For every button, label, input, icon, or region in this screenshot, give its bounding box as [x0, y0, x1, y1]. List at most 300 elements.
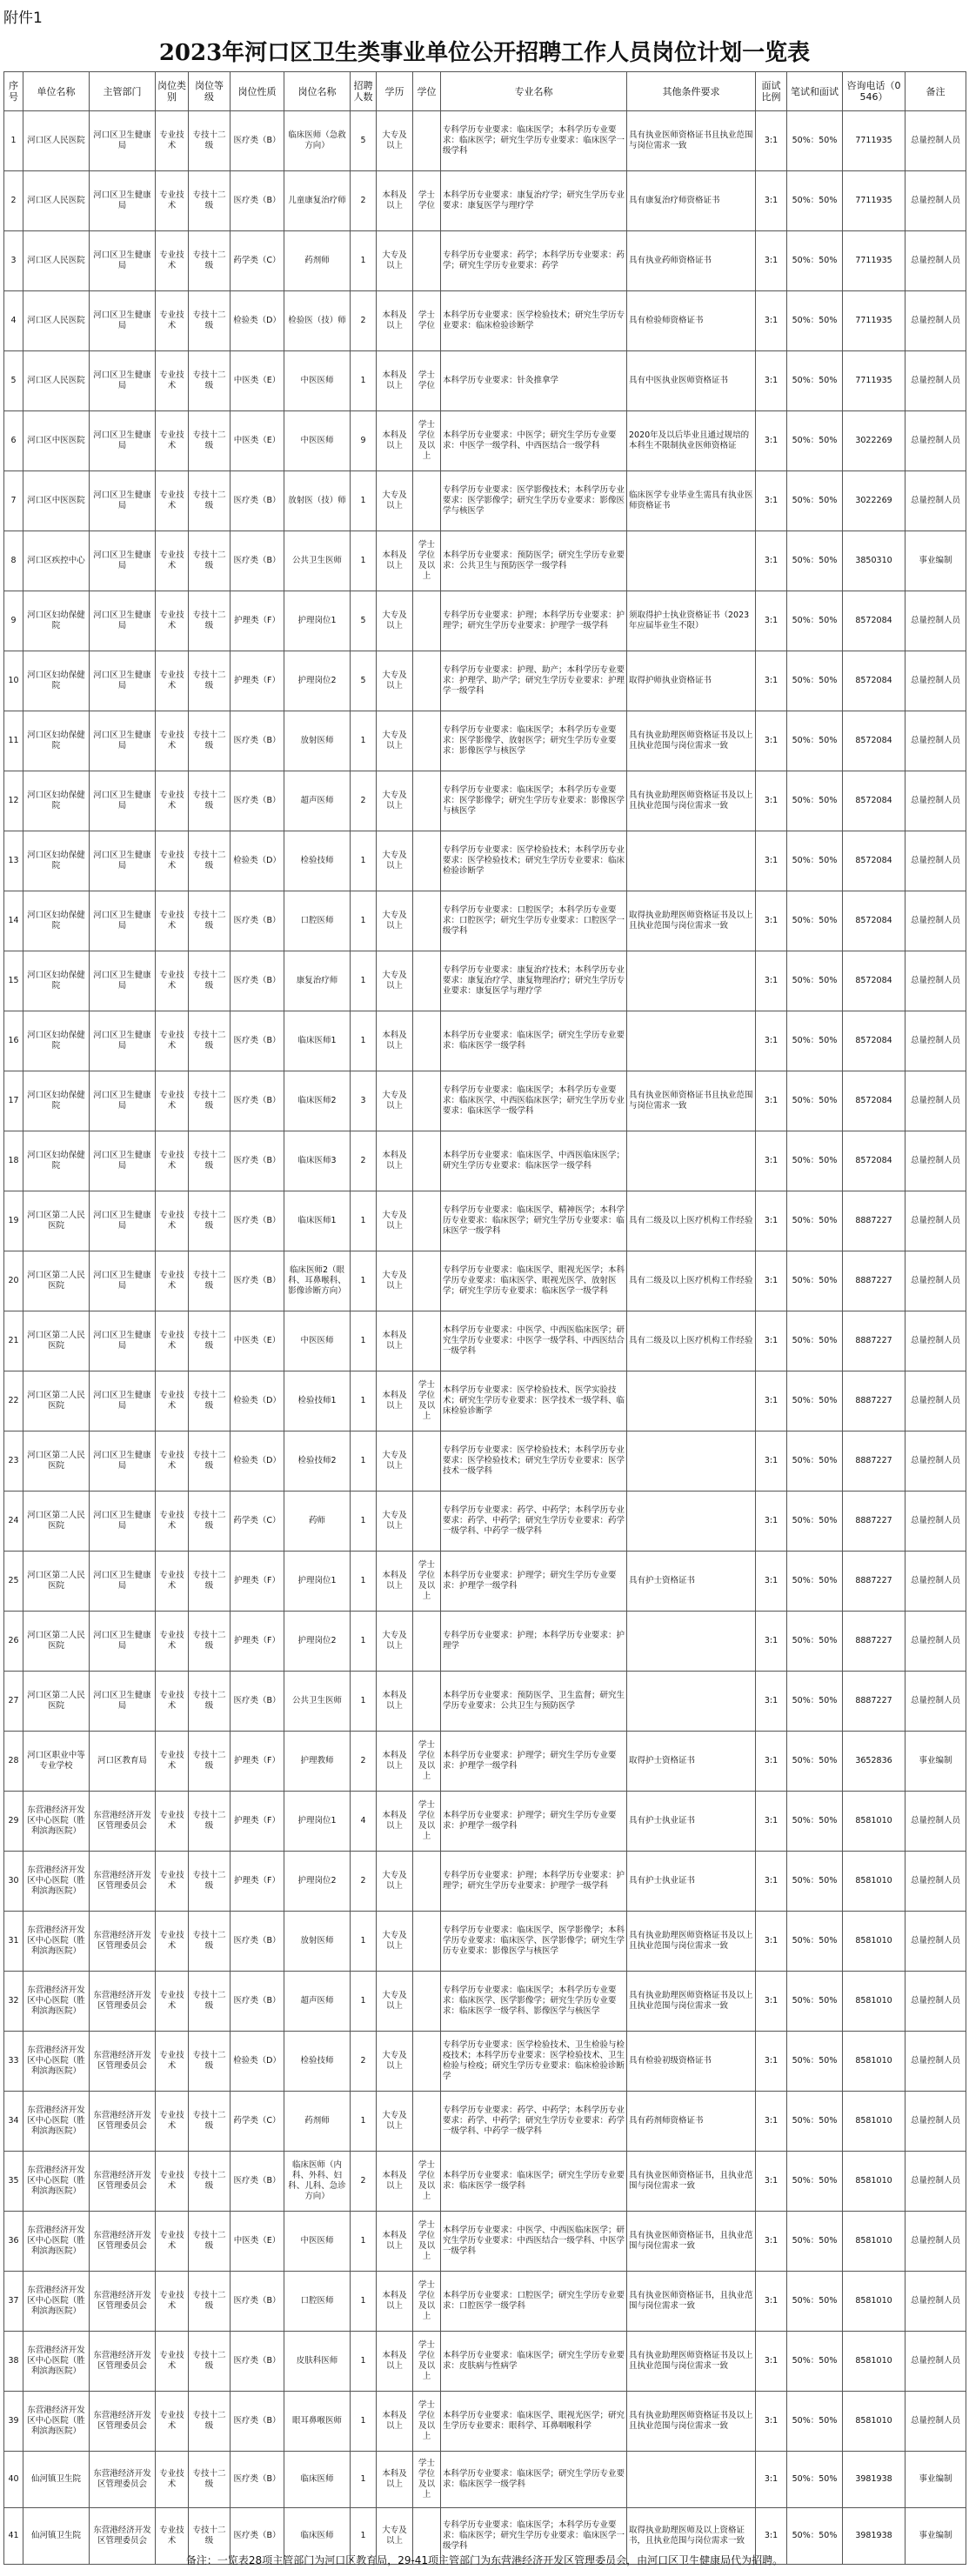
table-cell: 总量控制人员: [906, 111, 966, 171]
table-cell: 3: [351, 1071, 377, 1131]
table-cell: 河口区第二人民医院: [23, 1191, 90, 1251]
table-cell: 19: [4, 1191, 23, 1251]
table-cell: 专业技术: [156, 291, 189, 351]
table-cell: 专技十二级: [189, 1251, 231, 1311]
table-cell: 总量控制人员: [906, 2212, 966, 2272]
table-cell: 专技十二级: [189, 1071, 231, 1131]
table-cell: 护理岗位2: [284, 651, 351, 711]
table-cell: 3981938: [843, 2452, 906, 2508]
column-header: 岗位性质: [231, 72, 284, 111]
column-header: 学历: [377, 72, 413, 111]
table-cell: 总量控制人员: [906, 651, 966, 711]
table-cell: 大专及以上: [377, 111, 413, 171]
table-cell: 专科学历专业要求：护理、助产；本科学历专业要求：护理学、助产学；研究生学历专业要求：护理学一级学科: [441, 651, 627, 711]
table-cell: 专业技术: [156, 1191, 189, 1251]
table-cell: 50%：50%: [787, 2212, 843, 2272]
table-cell: 专科学历专业要求：医学检验技术；本科学历专业要求：医学检验技术；研究生学历专业要求：临床检验诊断学: [441, 831, 627, 891]
table-cell: 3:1: [756, 1071, 787, 1131]
table-cell: 专科学历专业要求：医学检验技术、卫生检验与检疫技术；本科学历专业要求：医学检验技术、卫生检验与检疫；研究生学历专业要求：临床检验诊断学: [441, 2032, 627, 2092]
table-cell: 8887227: [843, 1552, 906, 1612]
table-cell: 检验类（D）: [231, 1371, 284, 1431]
table-cell: 专科学历专业要求：康复治疗技术；本科学历专业要求：康复治疗学、康复物理治疗；研究生学历专业要求：康复医学与理疗学: [441, 951, 627, 1011]
table-cell: 本科学历专业要求：预防医学；研究生学历专业要求：公共卫生与预防医学一级学科: [441, 531, 627, 591]
table-row: [4, 1011, 966, 1071]
table-cell: 本科学历专业要求：医学检验技术、医学实验技术；研究生学历专业要求：医学技术一级学科、临床检验诊断学: [441, 1371, 627, 1431]
table-cell: 东营港经济开发区管理委员会: [90, 1912, 156, 1972]
table-cell: 护理岗位1: [284, 1552, 351, 1612]
table-cell: 5: [4, 351, 23, 411]
table-cell: 3652836: [843, 1732, 906, 1792]
table-cell: 专技十二级: [189, 351, 231, 411]
table-cell: 专技十二级: [189, 891, 231, 951]
table-cell: 事业编制: [906, 1732, 966, 1792]
table-cell: 本科及以上: [377, 1311, 413, 1371]
table-cell: 大专及以上: [377, 2508, 413, 2565]
table-cell: 13: [4, 831, 23, 891]
column-header: 备注: [906, 72, 966, 111]
table-cell: 学士学位及以上: [413, 2392, 441, 2452]
table-cell: 4: [351, 1792, 377, 1852]
table-cell: 河口区卫生健康局: [90, 591, 156, 651]
table-cell: 3:1: [756, 771, 787, 831]
table-cell: 8572084: [843, 771, 906, 831]
table-cell: 河口区卫生健康局: [90, 531, 156, 591]
table-cell: 20: [4, 1251, 23, 1311]
table-cell: 1: [351, 351, 377, 411]
table-cell: 1: [351, 2272, 377, 2332]
table-cell: 总量控制人员: [906, 1552, 966, 1612]
table-cell: 3:1: [756, 951, 787, 1011]
table-cell: 专技十二级: [189, 1191, 231, 1251]
table-cell: [413, 651, 441, 711]
table-cell: 中医医师: [284, 1311, 351, 1371]
table-cell: 东营港经济开发区管理委员会: [90, 2452, 156, 2508]
table-cell: 医疗类（B）: [231, 1251, 284, 1311]
table-cell: 河口区第二人民医院: [23, 1371, 90, 1431]
table-cell: 专业技术: [156, 951, 189, 1011]
table-cell: 50%：50%: [787, 1492, 843, 1552]
table-cell: 50%：50%: [787, 1972, 843, 2032]
table-cell: 专科学历专业要求：临床医学、眼视光医学；本科学历专业要求：临床医学、眼视光医学、放射医学；研究生学历专业要求：临床医学一级学科: [441, 1251, 627, 1311]
table-cell: 专科学历专业要求：临床医学；本科学历专业要求：临床医学；研究生学历专业要求：临床医学一级学科: [441, 2508, 627, 2565]
table-cell: 河口区人民医院: [23, 231, 90, 291]
table-cell: 专科学历专业要求：临床医学；本科学历专业要求：医学影像学、放射医学；研究生学历专业要求：影像医学与核医学: [441, 711, 627, 771]
table-cell: 7: [4, 471, 23, 531]
table-cell: 1: [351, 2392, 377, 2452]
table-cell: 具有执业医师资格证书且执业范围与岗位需求一致: [627, 111, 756, 171]
table-row: [4, 1371, 966, 1431]
table-row: [4, 1612, 966, 1672]
table-cell: 学士学位及以上: [413, 1552, 441, 1612]
table-cell: 河口区妇幼保健院: [23, 771, 90, 831]
table-cell: 医疗类（B）: [231, 2272, 284, 2332]
table-cell: 检验类（D）: [231, 831, 284, 891]
table-cell: 具有二级及以上医疗机构工作经验: [627, 1251, 756, 1311]
table-cell: [627, 1612, 756, 1672]
table-cell: 医疗类（B）: [231, 2508, 284, 2565]
table-cell: 50%：50%: [787, 2032, 843, 2092]
table-cell: 东营港经济开发区中心医院（胜利滨海医院）: [23, 1792, 90, 1852]
column-header: 学位: [413, 72, 441, 111]
table-cell: 大专及以上: [377, 1972, 413, 2032]
table-cell: [413, 1612, 441, 1672]
table-cell: 50%：50%: [787, 1792, 843, 1852]
table-cell: 中医医师: [284, 351, 351, 411]
table-cell: [413, 951, 441, 1011]
table-row: [4, 531, 966, 591]
table-cell: 50%：50%: [787, 1552, 843, 1612]
table-cell: 50%：50%: [787, 1191, 843, 1251]
table-row: [4, 651, 966, 711]
table-cell: 专业技术: [156, 771, 189, 831]
table-cell: 1: [351, 1251, 377, 1311]
table-cell: 专技十二级: [189, 1912, 231, 1972]
table-cell: 具有药剂师资格证书: [627, 2092, 756, 2152]
table-cell: 具有二级及以上医疗机构工作经验: [627, 1311, 756, 1371]
table-cell: 31: [4, 1912, 23, 1972]
table-cell: 河口区卫生健康局: [90, 231, 156, 291]
table-cell: 8887227: [843, 1191, 906, 1251]
table-cell: 3:1: [756, 1852, 787, 1912]
table-cell: 本科学历专业要求：中医学、中西医临床医学；研究生学历专业要求：中西医结合一级学科、中医学一级学科: [441, 2212, 627, 2272]
table-cell: 专业技术: [156, 2452, 189, 2508]
table-cell: [627, 951, 756, 1011]
table-cell: 本科学历专业要求：临床医学；研究生学历专业要求：临床医学一级学科: [441, 1011, 627, 1071]
table-cell: 大专及以上: [377, 471, 413, 531]
positions-table: [3, 71, 966, 2565]
table-cell: 专业技术: [156, 1912, 189, 1972]
table-row: [4, 711, 966, 771]
table-cell: 9: [351, 411, 377, 471]
table-cell: 专业技术: [156, 1251, 189, 1311]
column-header: 岗位名称: [284, 72, 351, 111]
table-cell: 专科学历专业要求：临床医学；本科学历专业要求：临床医学、医学影像学；研究生学历专业要求：临床医学一级学科、影像医学与核医学: [441, 1972, 627, 2032]
table-cell: 3:1: [756, 2452, 787, 2508]
table-row: [4, 2392, 966, 2452]
table-cell: 河口区卫生健康局: [90, 1131, 156, 1191]
table-cell: 8887227: [843, 1492, 906, 1552]
table-cell: 护理岗位2: [284, 1852, 351, 1912]
table-cell: 专业技术: [156, 591, 189, 651]
table-cell: 8581010: [843, 2272, 906, 2332]
table-cell: 具有执业医师资格证书且执业范围与岗位需求一致: [627, 1071, 756, 1131]
table-cell: 3:1: [756, 1612, 787, 1672]
table-cell: 具有执业医师资格证书，且执业范围与岗位需求一致: [627, 2212, 756, 2272]
table-cell: [627, 1371, 756, 1431]
table-cell: 河口区妇幼保健院: [23, 651, 90, 711]
table-cell: 具有护士执业证书: [627, 1852, 756, 1912]
table-cell: 2020年及以后毕业且通过规培的本科生不限制执业医师资格证: [627, 411, 756, 471]
table-cell: 学士学位及以上: [413, 1371, 441, 1431]
table-cell: 河口区人民医院: [23, 171, 90, 231]
table-cell: 2: [351, 2032, 377, 2092]
table-cell: 超声医师: [284, 1972, 351, 2032]
table-cell: 河口区第二人民医院: [23, 1251, 90, 1311]
table-cell: 1: [351, 711, 377, 771]
column-header: 单位名称: [23, 72, 90, 111]
table-cell: 3:1: [756, 531, 787, 591]
table-cell: 护理类（F）: [231, 651, 284, 711]
table-cell: 40: [4, 2452, 23, 2508]
table-cell: [413, 1071, 441, 1131]
table-cell: 1: [351, 1972, 377, 2032]
table-cell: 总量控制人员: [906, 1191, 966, 1251]
table-cell: 专技十二级: [189, 951, 231, 1011]
table-cell: 具有执业药师资格证书: [627, 231, 756, 291]
table-cell: 河口区妇幼保健院: [23, 891, 90, 951]
table-cell: 专业技术: [156, 1552, 189, 1612]
table-cell: 超声医师: [284, 771, 351, 831]
table-cell: 药学类（C）: [231, 2092, 284, 2152]
table-cell: 3:1: [756, 711, 787, 771]
column-header: 笔试和面试: [787, 72, 843, 111]
table-cell: 河口区卫生健康局: [90, 411, 156, 471]
table-cell: 河口区卫生健康局: [90, 651, 156, 711]
table-cell: 专业技术: [156, 1612, 189, 1672]
table-cell: 8572084: [843, 1011, 906, 1071]
table-cell: 河口区疾控中心: [23, 531, 90, 591]
table-cell: 3:1: [756, 2152, 787, 2212]
table-cell: 护理类（F）: [231, 1852, 284, 1912]
table-cell: 32: [4, 1972, 23, 2032]
table-row: [4, 471, 966, 531]
table-cell: 大专及以上: [377, 591, 413, 651]
table-cell: 7711935: [843, 291, 906, 351]
table-cell: [413, 2032, 441, 2092]
table-cell: [413, 771, 441, 831]
table-cell: 1: [351, 531, 377, 591]
table-cell: 总量控制人员: [906, 1972, 966, 2032]
table-cell: 医疗类（B）: [231, 2332, 284, 2392]
table-cell: 50%：50%: [787, 771, 843, 831]
table-cell: 河口区卫生健康局: [90, 1311, 156, 1371]
table-row: [4, 1071, 966, 1131]
table-cell: 具有执业助理医师资格证书及以上且执业范围与岗位需求一致: [627, 2332, 756, 2392]
table-cell: 3:1: [756, 1191, 787, 1251]
table-cell: 50%：50%: [787, 471, 843, 531]
table-cell: 医疗类（B）: [231, 1131, 284, 1191]
table-cell: 取得执业助理医师资格证书及以上且执业范围与岗位需求一致: [627, 891, 756, 951]
table-cell: 3:1: [756, 2032, 787, 2092]
table-cell: 专业技术: [156, 1071, 189, 1131]
table-cell: 50%：50%: [787, 2508, 843, 2565]
table-cell: 医疗类（B）: [231, 1011, 284, 1071]
table-cell: 本科学历专业要求：中医学；研究生学历专业要求：中医学一级学科、中西医结合一级学科: [441, 411, 627, 471]
table-cell: 25: [4, 1552, 23, 1612]
table-cell: 本科学历专业要求：预防医学、卫生监督；研究生学历专业要求：公共卫生与预防医学: [441, 1672, 627, 1732]
table-cell: [413, 891, 441, 951]
table-cell: 中医类（E）: [231, 411, 284, 471]
table-cell: 7711935: [843, 231, 906, 291]
table-cell: 12: [4, 771, 23, 831]
table-cell: 专业技术: [156, 891, 189, 951]
table-cell: 1: [351, 1612, 377, 1672]
table-cell: 临床医师2（眼科、耳鼻喉科、影像诊断方向）: [284, 1251, 351, 1311]
table-cell: [627, 1492, 756, 1552]
table-row: [4, 171, 966, 231]
table-cell: 学士学位及以上: [413, 2212, 441, 2272]
table-cell: 河口区人民医院: [23, 291, 90, 351]
table-cell: 总量控制人员: [906, 711, 966, 771]
table-cell: 3022269: [843, 411, 906, 471]
table-cell: 总量控制人员: [906, 291, 966, 351]
table-cell: 总量控制人员: [906, 2392, 966, 2452]
table-cell: 7711935: [843, 351, 906, 411]
table-cell: 本科学历专业要求：护理学；研究生学历专业要求：护理学一级学科: [441, 1792, 627, 1852]
table-cell: 临床医师2: [284, 1071, 351, 1131]
table-cell: 29: [4, 1792, 23, 1852]
table-cell: 专业技术: [156, 831, 189, 891]
table-cell: 50%：50%: [787, 1371, 843, 1431]
table-cell: 3:1: [756, 1492, 787, 1552]
table-cell: 临床医师（内科、外科、妇科、儿科、急诊方向）: [284, 2152, 351, 2212]
table-cell: 8887227: [843, 1251, 906, 1311]
table-cell: 总量控制人员: [906, 831, 966, 891]
table-cell: 3:1: [756, 2092, 787, 2152]
table-cell: 事业编制: [906, 2508, 966, 2565]
table-cell: 总量控制人员: [906, 351, 966, 411]
table-cell: 专科学历专业要求：医学影像技术；本科学历专业要求：医学影像学；研究生学历专业要求：影像医学与核医学: [441, 471, 627, 531]
table-cell: [413, 711, 441, 771]
table-cell: 药师: [284, 1492, 351, 1552]
table-cell: 总量控制人员: [906, 1852, 966, 1912]
table-cell: 临床医师: [284, 2508, 351, 2565]
table-cell: [627, 831, 756, 891]
table-cell: 河口区卫生健康局: [90, 111, 156, 171]
table-row: [4, 831, 966, 891]
table-cell: 总量控制人员: [906, 411, 966, 471]
table-cell: 药剂师: [284, 2092, 351, 2152]
table-cell: 3:1: [756, 2272, 787, 2332]
table-cell: 河口区卫生健康局: [90, 1371, 156, 1431]
table-cell: 专业技术: [156, 531, 189, 591]
table-cell: 专业技术: [156, 2272, 189, 2332]
table-cell: 1: [351, 891, 377, 951]
table-cell: 50%：50%: [787, 1011, 843, 1071]
table-cell: 学士学位及以上: [413, 1732, 441, 1792]
table-row: [4, 2032, 966, 2092]
table-cell: 大专及以上: [377, 1071, 413, 1131]
table-cell: 河口区中医医院: [23, 411, 90, 471]
table-cell: 专技十二级: [189, 1311, 231, 1371]
table-cell: 专科学历专业要求：临床医学、医学影像学；本科学历专业要求：临床医学、医学影像学；研究生学历专业要求：影像医学与核医学: [441, 1912, 627, 1972]
table-cell: 3:1: [756, 291, 787, 351]
table-cell: [627, 2452, 756, 2508]
table-cell: 50%：50%: [787, 1251, 843, 1311]
table-cell: 1: [351, 471, 377, 531]
table-cell: 中医类（E）: [231, 2212, 284, 2272]
table-cell: 3:1: [756, 231, 787, 291]
table-cell: 本科及以上: [377, 1371, 413, 1431]
table-cell: 6: [4, 411, 23, 471]
table-cell: 本科学历专业要求：临床医学；研究生学历专业要求：临床医学一级学科: [441, 2152, 627, 2212]
table-cell: 50%：50%: [787, 2332, 843, 2392]
table-cell: 本科及以上: [377, 411, 413, 471]
table-cell: 8572084: [843, 831, 906, 891]
table-cell: 本科及以上: [377, 2332, 413, 2392]
table-cell: 2: [351, 291, 377, 351]
table-cell: 3022269: [843, 471, 906, 531]
table-cell: 16: [4, 1011, 23, 1071]
table-cell: 34: [4, 2092, 23, 2152]
table-cell: 总量控制人员: [906, 2272, 966, 2332]
table-cell: 5: [351, 111, 377, 171]
table-cell: 专业技术: [156, 711, 189, 771]
table-cell: 专业技术: [156, 651, 189, 711]
table-cell: 医疗类（B）: [231, 771, 284, 831]
table-cell: 专业技术: [156, 1852, 189, 1912]
table-cell: 专业技术: [156, 1371, 189, 1431]
table-cell: 东营港经济开发区管理委员会: [90, 2092, 156, 2152]
table-cell: 3:1: [756, 411, 787, 471]
table-cell: 临床医师1: [284, 1191, 351, 1251]
table-cell: 学士学位: [413, 291, 441, 351]
table-cell: 中医类（E）: [231, 351, 284, 411]
column-header: 面试比例: [756, 72, 787, 111]
table-cell: 1: [351, 1191, 377, 1251]
table-cell: 本科学历专业要求：中医学、中西医临床医学；研究生学历专业要求：中医学一级学科、中西医结合一级学科: [441, 1311, 627, 1371]
table-cell: 大专及以上: [377, 831, 413, 891]
table-cell: 具有执业医师资格证书，且执业范围与岗位需求一致: [627, 2152, 756, 2212]
table-cell: 医疗类（B）: [231, 1972, 284, 2032]
table-cell: [413, 831, 441, 891]
table-row: [4, 771, 966, 831]
table-cell: 总量控制人员: [906, 1912, 966, 1972]
table-cell: 专业技术: [156, 2152, 189, 2212]
column-header: 专业名称: [441, 72, 627, 111]
table-body: [4, 111, 966, 2565]
table-cell: 8887227: [843, 1612, 906, 1672]
table-cell: 河口区第二人民医院: [23, 1552, 90, 1612]
table-cell: 1: [351, 2092, 377, 2152]
table-cell: 3:1: [756, 1431, 787, 1492]
table-cell: 临床医学专业毕业生需具有执业医师资格证书: [627, 471, 756, 531]
table-cell: 3:1: [756, 171, 787, 231]
table-cell: 专科学历专业要求：医学检验技术；本科学历专业要求：医学检验技术；研究生学历专业要求：医学技术一级学科: [441, 1431, 627, 1492]
table-cell: 本科学历专业要求：口腔医学；研究生学历专业要求：口腔医学一级学科: [441, 2272, 627, 2332]
table-cell: 专业技术: [156, 2092, 189, 2152]
column-header: 岗位类别: [156, 72, 189, 111]
table-cell: 大专及以上: [377, 891, 413, 951]
table-cell: 9: [4, 591, 23, 651]
table-cell: [413, 591, 441, 651]
table-cell: 河口区职业中等专业学校: [23, 1732, 90, 1792]
table-cell: 26: [4, 1612, 23, 1672]
table-cell: 8572084: [843, 891, 906, 951]
table-cell: 具有护士资格证书: [627, 1552, 756, 1612]
table-cell: 东营港经济开发区中心医院（胜利滨海医院）: [23, 1912, 90, 1972]
table-cell: 3:1: [756, 1672, 787, 1732]
table-cell: 护理岗位2: [284, 1612, 351, 1672]
table-cell: 专业技术: [156, 1972, 189, 2032]
table-cell: 8887227: [843, 1371, 906, 1431]
table-cell: 专技十二级: [189, 2332, 231, 2392]
table-cell: 专技十二级: [189, 1972, 231, 2032]
table-row: [4, 591, 966, 651]
table-cell: 8581010: [843, 2332, 906, 2392]
table-cell: 专技十二级: [189, 711, 231, 771]
table-cell: 皮肤科医师: [284, 2332, 351, 2392]
table-cell: 1: [351, 1552, 377, 1612]
table-cell: 河口区卫生健康局: [90, 1552, 156, 1612]
table-cell: 本科学历专业要求：医学检验技术；研究生学历专业要求：临床检验诊断学: [441, 291, 627, 351]
table-cell: 8572084: [843, 591, 906, 651]
table-cell: 专业技术: [156, 2392, 189, 2452]
table-cell: 东营港经济开发区中心医院（胜利滨海医院）: [23, 2152, 90, 2212]
table-cell: 口腔医师: [284, 2272, 351, 2332]
table-cell: 专业技术: [156, 231, 189, 291]
table-cell: 专技十二级: [189, 1852, 231, 1912]
